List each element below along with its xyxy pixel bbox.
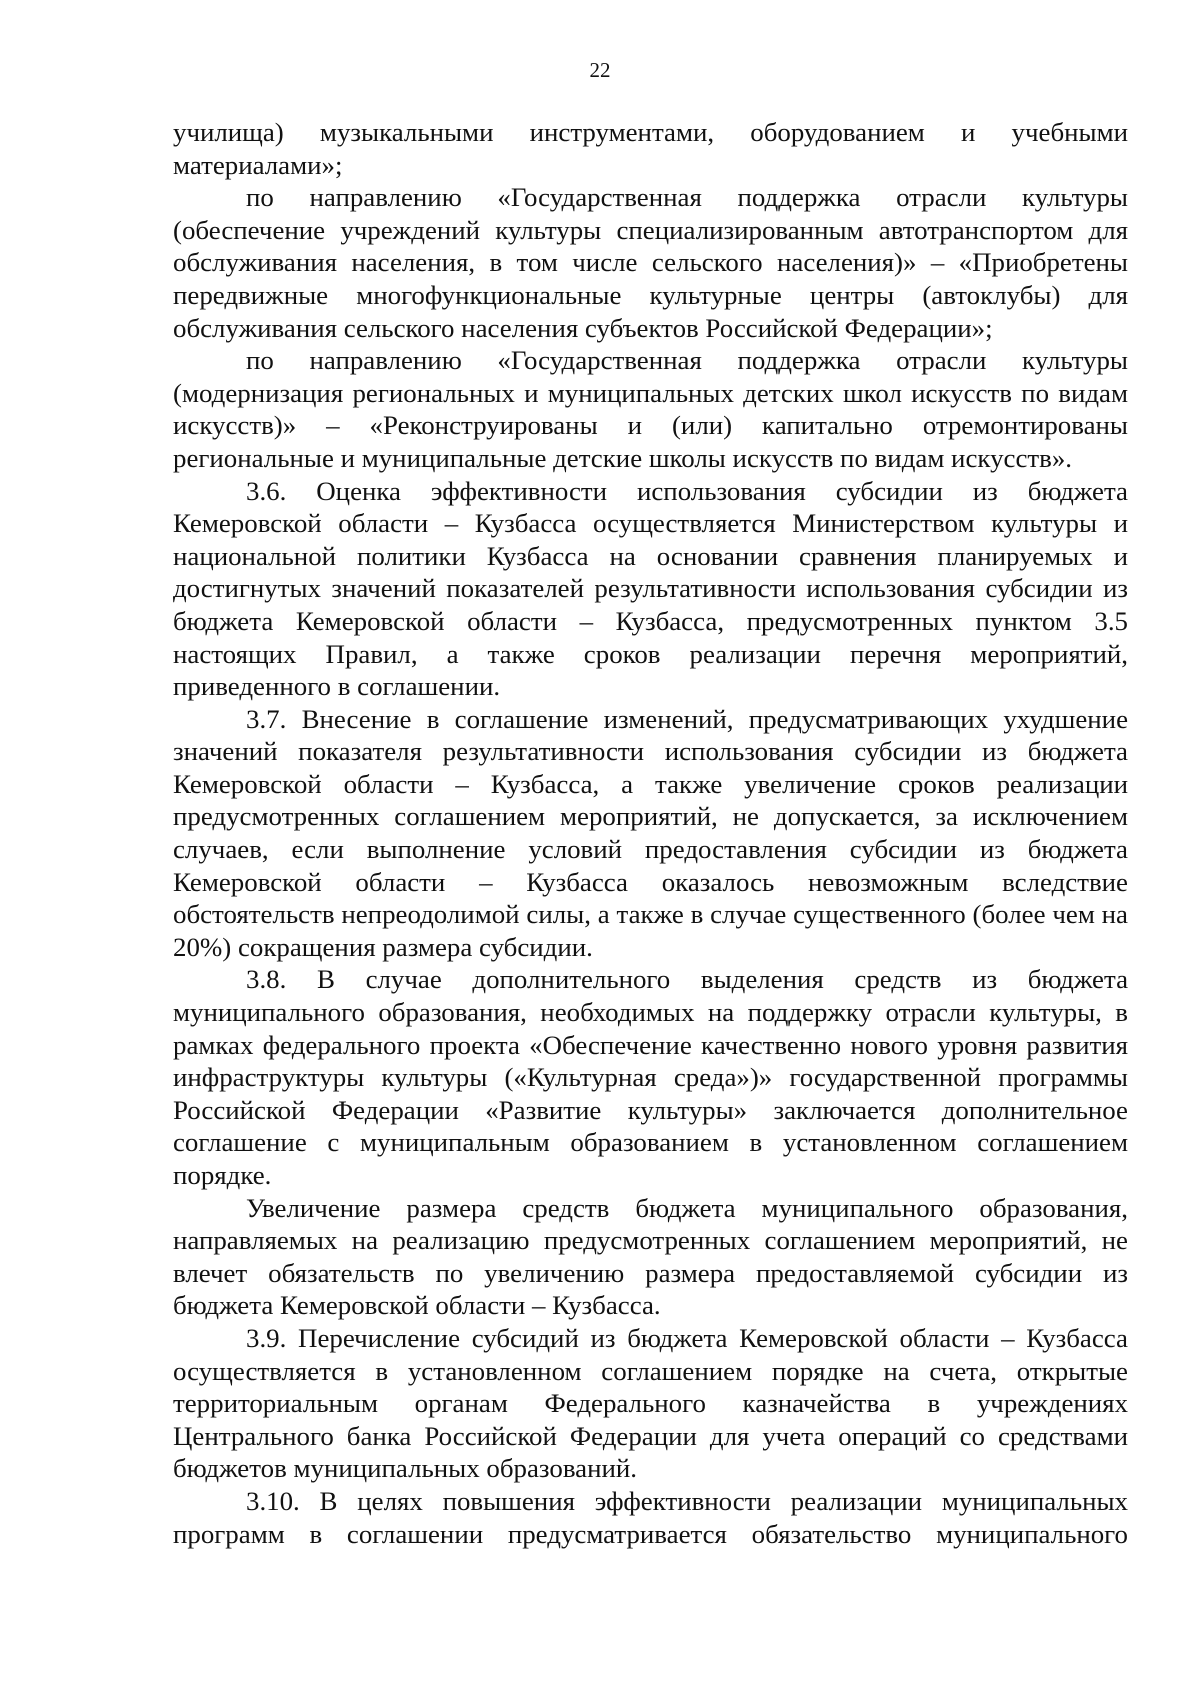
paragraph-3-10-program-efficiency: 3.10. В целях повышения эффективности реализации муниципальных программ в соглашении предусматривается обязательство муниципального <box>173 1485 1128 1549</box>
document-body <box>173 116 1128 1550</box>
page-number: 22 <box>589 58 611 82</box>
paragraph-3-9-subsidy-transfer: 3.9. Перечисление субсидий из бюджета Кемеровской области – Кузбасса осуществляется в установленном соглашением порядке на счета, открытые территориальным органам Федерального казначейства в учреждениях Центрального банка Российской Федерации для учета операций со средствами бюджетов муниципальных образований. <box>173 1322 1128 1484</box>
paragraph-3-7-agreement-changes: 3.7. Внесение в соглашение изменений, предусматривающих ухудшение значений показателя результативности использования субсидии из бюджета Кемеровской области – Кузбасса, а также увеличение сроков реализации предусмотренных соглашением мероприятий, не допускается, за исключением случаев, если выполнение условий предоставления субсидии из бюджета Кемеровской области – Кузбасса оказалось невозможным вследствие обстоятельств непреодолимой силы, а также в случае существенного (более чем на 20%) сокращения размера субсидии. <box>173 703 1128 962</box>
paragraph-direction-autotransport: по направлению «Государственная поддержка отрасли культуры (обеспечение учреждений культуры специализированным автотранспортом для обслуживания населения, в том числе сельского населения)» – «Приобретены передвижные многофункциональные культурные центры (автоклубы) для обслуживания сельского населения субъектов Российской Федерации»; <box>173 182 1128 343</box>
paragraph-3-6-efficiency-assessment: 3.6. Оценка эффективности использования субсидии из бюджета Кемеровской области – Кузбасса осуществляется Министерством культуры и национальной политики Кузбасса на основании сравнения планируемых и достигнутых значений показателей результативности использования субсидии из бюджета Кемеровской области – Кузбасса, предусмотренных пунктом 3.5 настоящих Правил, а также сроков реализации перечня мероприятий, приведенного в соглашении. <box>173 475 1128 702</box>
paragraph-direction-art-schools: по направлению «Государственная поддержка отрасли культуры (модернизация региональных и муниципальных детских школ искусств по видам искусств)» – «Реконструированы и (или) капитально отремонтированы региональные и муниципальные детские школы искусств по видам искусств». <box>173 345 1128 473</box>
paragraph-funds-increase: Увеличение размера средств бюджета муниципального образования, направляемых на реализацию предусмотренных соглашением мероприятий, не влечет обязательств по увеличению размера предоставляемой субсидии из бюджета Кемеровской области – Кузбасса. <box>173 1192 1128 1321</box>
paragraph-3-8-additional-funds: 3.8. В случае дополнительного выделения средств из бюджета муниципального образования, необходимых на поддержку отрасли культуры, в рамках федерального проекта «Обеспечение качественно нового уровня развития инфраструктуры культуры («Культурная среда»)» государственной программы Российской Федерации «Развитие культуры» заключается дополнительное соглашение с муниципальным образованием в установленном соглашением порядке. <box>173 964 1128 1190</box>
paragraph-continuation-vocational-schools: училища) музыкальными инструментами, оборудованием и учебными материалами»; <box>173 117 1128 180</box>
